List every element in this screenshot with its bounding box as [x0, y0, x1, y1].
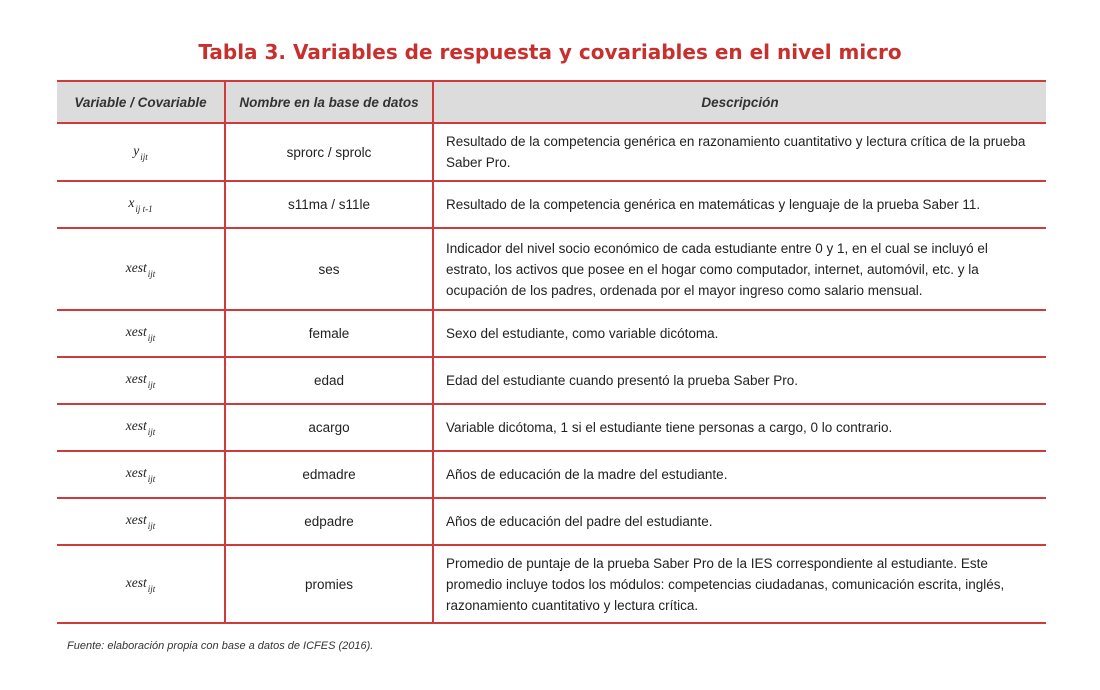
table-row — [57, 228, 1046, 310]
table-title: Tabla 3. Variables de respuesta y covariables en el nivel micro — [198, 40, 902, 64]
variable-symbol: xest — [125, 371, 147, 386]
variable-cell — [57, 181, 225, 228]
table-row — [57, 123, 1046, 181]
variable-symbol: y — [133, 142, 140, 158]
variable-cell — [57, 498, 225, 545]
variable-cell — [57, 310, 225, 357]
table-row — [57, 498, 1046, 545]
variables-table — [57, 80, 1046, 624]
variable-subscript: ijt — [147, 474, 156, 484]
table-row — [57, 357, 1046, 404]
database-name-cell: promies — [225, 545, 433, 623]
variable-symbol: xest — [125, 259, 147, 275]
variable-cell — [57, 451, 225, 498]
database-name-cell: edmadre — [225, 451, 433, 498]
variable-cell — [57, 545, 225, 623]
database-name-cell: edpadre — [225, 498, 433, 545]
database-name-cell: acargo — [225, 404, 433, 451]
description-cell: Variable dicótoma, 1 si el estudiante tiene personas a cargo, 0 lo contrario. — [433, 404, 1046, 451]
variable-subscript: ijt — [147, 583, 156, 594]
table-header-row — [57, 81, 1046, 123]
variable-cell — [57, 357, 225, 404]
variable-symbol: xest — [125, 465, 147, 480]
variable-subscript: ijt — [147, 268, 156, 279]
table-row — [57, 451, 1046, 498]
table-row — [57, 404, 1046, 451]
variable-cell — [57, 228, 225, 310]
variable-subscript: ijt — [140, 151, 148, 162]
variable-symbol: xest — [125, 324, 147, 339]
description-cell: Años de educación del padre del estudiante. — [433, 498, 1046, 545]
header-variable: Variable / Covariable — [57, 81, 225, 123]
source-note: Fuente: elaboración propia con base a datos de ICFES (2016). — [67, 640, 374, 652]
variable-subscript: ijt — [147, 333, 156, 343]
variable-subscript: ijt — [147, 427, 156, 437]
description-cell: Sexo del estudiante, como variable dicótoma. — [433, 310, 1046, 357]
header-nombre: Nombre en la base de datos — [225, 81, 433, 123]
description-cell: Promedio de puntaje de la prueba Saber Pro de la IES correspondiente al estudiante. Este promedio incluye todos los módulos: competencias ciudadanas, comunicación escrita, inglés, razonamiento cuantitativo y lectura crítica. — [433, 545, 1046, 623]
variable-cell — [57, 123, 225, 181]
variable-subscript: ijt — [147, 521, 156, 531]
description-cell: Años de educación de la madre del estudiante. — [433, 451, 1046, 498]
database-name-cell: female — [225, 310, 433, 357]
variable-symbol: xest — [125, 418, 147, 433]
description-cell: Edad del estudiante cuando presentó la prueba Saber Pro. — [433, 357, 1046, 404]
header-descripcion: Descripción — [433, 81, 1046, 123]
database-name-cell: edad — [225, 357, 433, 404]
variable-subscript: ijt — [147, 380, 156, 390]
description-cell: Resultado de la competencia genérica en matemáticas y lenguaje de la prueba Saber 11. — [433, 181, 1046, 228]
description-cell: Resultado de la competencia genérica en razonamiento cuantitativo y lectura crítica de la prueba Saber Pro. — [433, 123, 1046, 181]
variable-symbol: xest — [125, 512, 147, 527]
table-row — [57, 310, 1046, 357]
table-row — [57, 545, 1046, 623]
database-name-cell: sprorc / sprolc — [225, 123, 433, 181]
database-name-cell: ses — [225, 228, 433, 310]
table-row — [57, 181, 1046, 228]
variable-subscript: ij t-1 — [135, 204, 153, 214]
database-name-cell: s11ma / s11le — [225, 181, 433, 228]
variable-symbol: x — [128, 195, 135, 210]
description-cell: Indicador del nivel socio económico de cada estudiante entre 0 y 1, en el cual se incluyó el estrato, los activos que posee en el hogar como computador, internet, automóvil, etc. y la ocupación de los padres, ordenada por el mayor ingreso como salario mensual. — [433, 228, 1046, 310]
variable-cell — [57, 404, 225, 451]
variable-symbol: xest — [125, 574, 147, 590]
